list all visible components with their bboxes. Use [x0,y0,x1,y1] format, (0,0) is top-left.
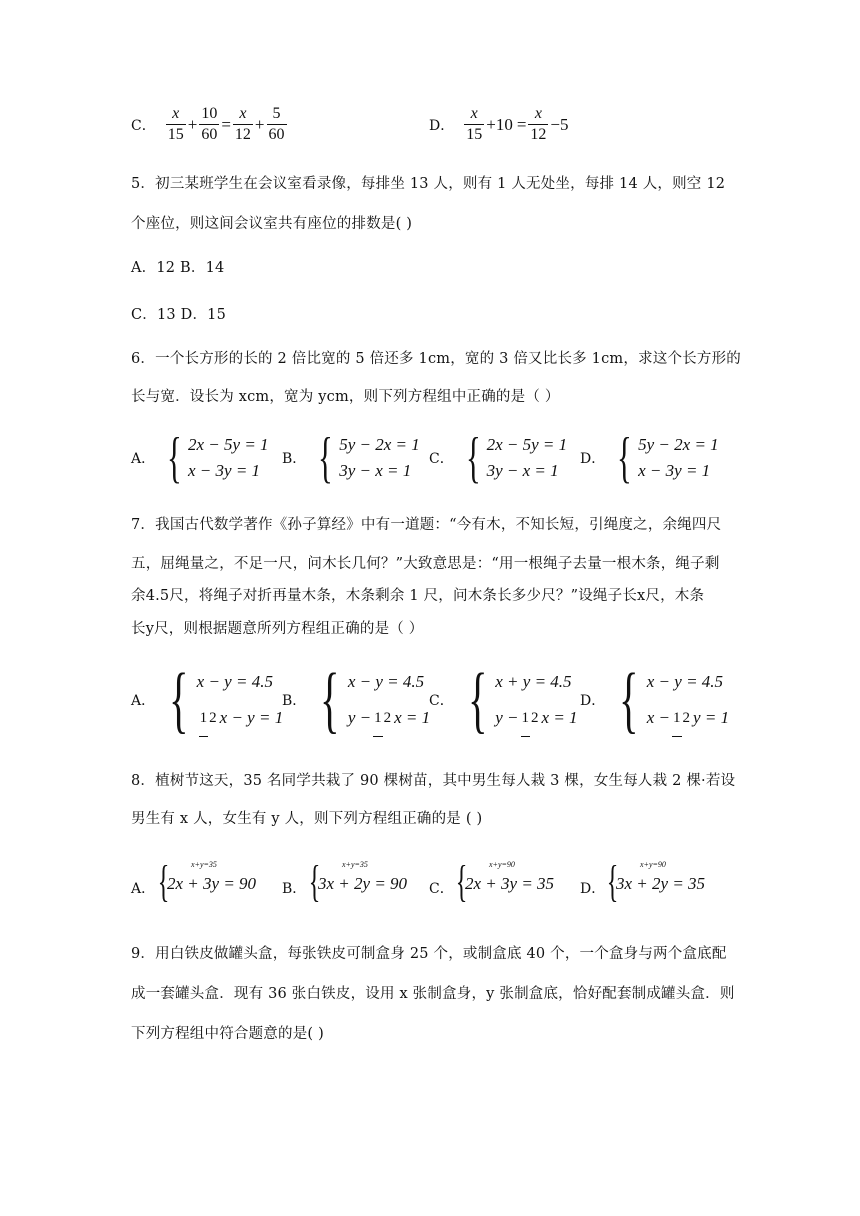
q7-option-c [429,659,578,741]
fraction: 1 2 [373,700,392,736]
q8-text-line2: 男生有 x 人，女生有 y 人，则下列方程组正确的是 ( ) [131,811,483,827]
brace: { [169,659,189,741]
q9-text-line2: 成一套罐头盒．现有 36 张白铁皮，设用 x 张制盒身，y 张制盒底，恰好配套制成罐头盒．则 [131,986,735,1002]
brace: { [455,857,468,906]
q6-option-d [580,427,719,489]
fraction: $\frac{x}{12}$ [234,105,251,143]
q7-option-d-label: D． [580,693,606,709]
q7-option-b [282,659,431,741]
equation: 3y − x = 1 [339,461,412,480]
q4-option-d: D． $\frac{x}{15}$ +10 = $\frac{x}{12}$ −5 [429,105,569,143]
q8-option-c [429,857,579,914]
equation: x − y = 4.5 [347,672,425,691]
brace: { [167,427,182,489]
q9-text-line3: 下列方程组中符合题意的是( ) [131,1026,324,1042]
q6-option-c-label: C． [429,451,454,467]
equation: 2x − 5y = 1 [188,435,269,454]
brace: { [617,427,633,489]
fraction: 1 2 [199,700,218,736]
equation: x − y = 4.5 [646,672,724,691]
q8-option-a-top-equation: x+y=35 [191,860,217,869]
q8-option-d-equation: 3x + 2y = 35 [616,874,706,893]
q8-option-b-equation: 3x + 2y = 90 [318,874,408,893]
q6-option-a-label: A． [131,451,156,467]
equation: 2x − 5y = 1 [486,435,568,454]
brace: { [318,427,334,489]
brace: { [606,857,619,906]
equation: 3y − x = 1 [486,461,559,480]
equation: 5y − 2x = 1 [638,435,719,454]
q7-text-line3: 余4.5尺，将绳子对折再量木条，木条剩余 1 尺，问木条长多少尺？”设绳子长x尺，木条 [131,588,705,604]
q8-option-c-label: C． [429,881,454,897]
q5-text-line1: 5．初三某班学生在会议室看录像，每排坐 13 人，则有 1 人无处坐，每排 14 人，则空 12 [131,176,726,192]
q7-option-c-label: C． [429,693,454,709]
q5-options-row2: C．13 D．15 [131,307,227,323]
equation: x − 1 2 y = 1 [647,700,729,736]
fraction: $\frac{10}{60}$ [201,105,218,143]
brace: { [320,659,340,741]
q5-text-line2: 个座位，则这间会议室共有座位的排数是( ) [131,216,413,232]
fraction: 1 2 [521,700,540,736]
q7-text-line2: 五，屈绳量之，不足一尺，问木长几何？”大致意思是：“用一根绳子去量一根木条，绳子剩 [131,556,720,572]
brace: { [467,659,488,741]
q7-option-d [580,659,730,741]
equation: x − y = 4.5 [196,672,273,691]
q8-option-d-top-equation: x+y=90 [640,860,666,869]
q8-option-b-label: B． [282,881,307,897]
q6-option-b-label: B． [282,451,307,467]
equation: x − 3y = 1 [638,461,711,480]
fraction: $\frac{x}{12}$ [530,105,547,143]
equation: y − 1 2 x = 1 [348,700,430,736]
q6-option-a [131,427,269,489]
q8-option-c-top-equation: x+y=90 [489,860,515,869]
q8-option-d [580,857,730,914]
q8-text-line1: 8．植树节这天，35 名同学共栽了 90 棵树苗，其中男生每人栽 3 棵，女生每人栽 2 棵·若设 [131,773,736,789]
q8-option-b-top-equation: x+y=35 [342,860,368,869]
q8-option-b [282,857,432,914]
q6-option-c [429,427,568,489]
fraction: $\frac{x}{15}$ [466,105,483,143]
fraction: $\frac{5}{60}$ [268,105,285,143]
equation: x − 3y = 1 [188,461,261,480]
q6-text-line1: 6．一个长方形的长的 2 倍比宽的 5 倍还多 1cm，宽的 3 倍又比长多 1cm，求这个长方形的 [131,351,741,367]
q7-text-line1: 7．我国古代数学著作《孙子算经》中有一道题：“今有木，不知长短，引绳度之，余绳四尺 [131,517,722,533]
q7-option-a-label: A． [131,693,156,709]
brace: { [465,427,481,489]
brace: { [157,857,170,906]
fraction: 1 2 [672,700,691,736]
q4-option-d-label: D． [429,117,455,134]
q4-option-c-label: C． [131,117,156,134]
q8-option-a [131,857,281,914]
q7-option-b-label: B． [282,693,307,709]
fraction: $\frac{x}{15}$ [167,105,184,143]
q8-option-a-equation: 2x + 3y = 90 [167,874,257,893]
q5-options-row1: A．12 B．14 [131,260,225,276]
q6-option-d-label: D． [580,451,606,467]
q8-option-d-label: D． [580,881,606,897]
equation: y − 1 2 x = 1 [495,700,577,736]
q9-text-line1: 9．用白铁皮做罐头盒，每张铁皮可制盒身 25 个，或制盒底 40 个，一个盒身与两个盒底配 [131,946,727,962]
equation: 5y − 2x = 1 [339,435,420,454]
q7-option-a [131,659,284,741]
q8-option-a-label: A． [131,881,156,897]
q6-option-b [282,427,420,489]
equation: 1 2 x − y = 1 [197,700,284,736]
brace: { [308,857,321,906]
equation: x + y = 4.5 [495,672,572,691]
q8-option-c-equation: 2x + 3y = 35 [465,874,555,893]
q7-text-line4: 长y尺，则根据题意所列方程组正确的是（ ） [131,621,424,637]
q4-option-c: C． $\frac{x}{15}$ + $\frac{10}{60}$ = $\frac{x}{12}$ + $\frac{5}{60}$ [131,105,285,143]
q6-text-line2: 长与宽．设长为 xcm，宽为 ycm，则下列方程组中正确的是（ ） [131,389,560,405]
brace: { [619,659,639,741]
